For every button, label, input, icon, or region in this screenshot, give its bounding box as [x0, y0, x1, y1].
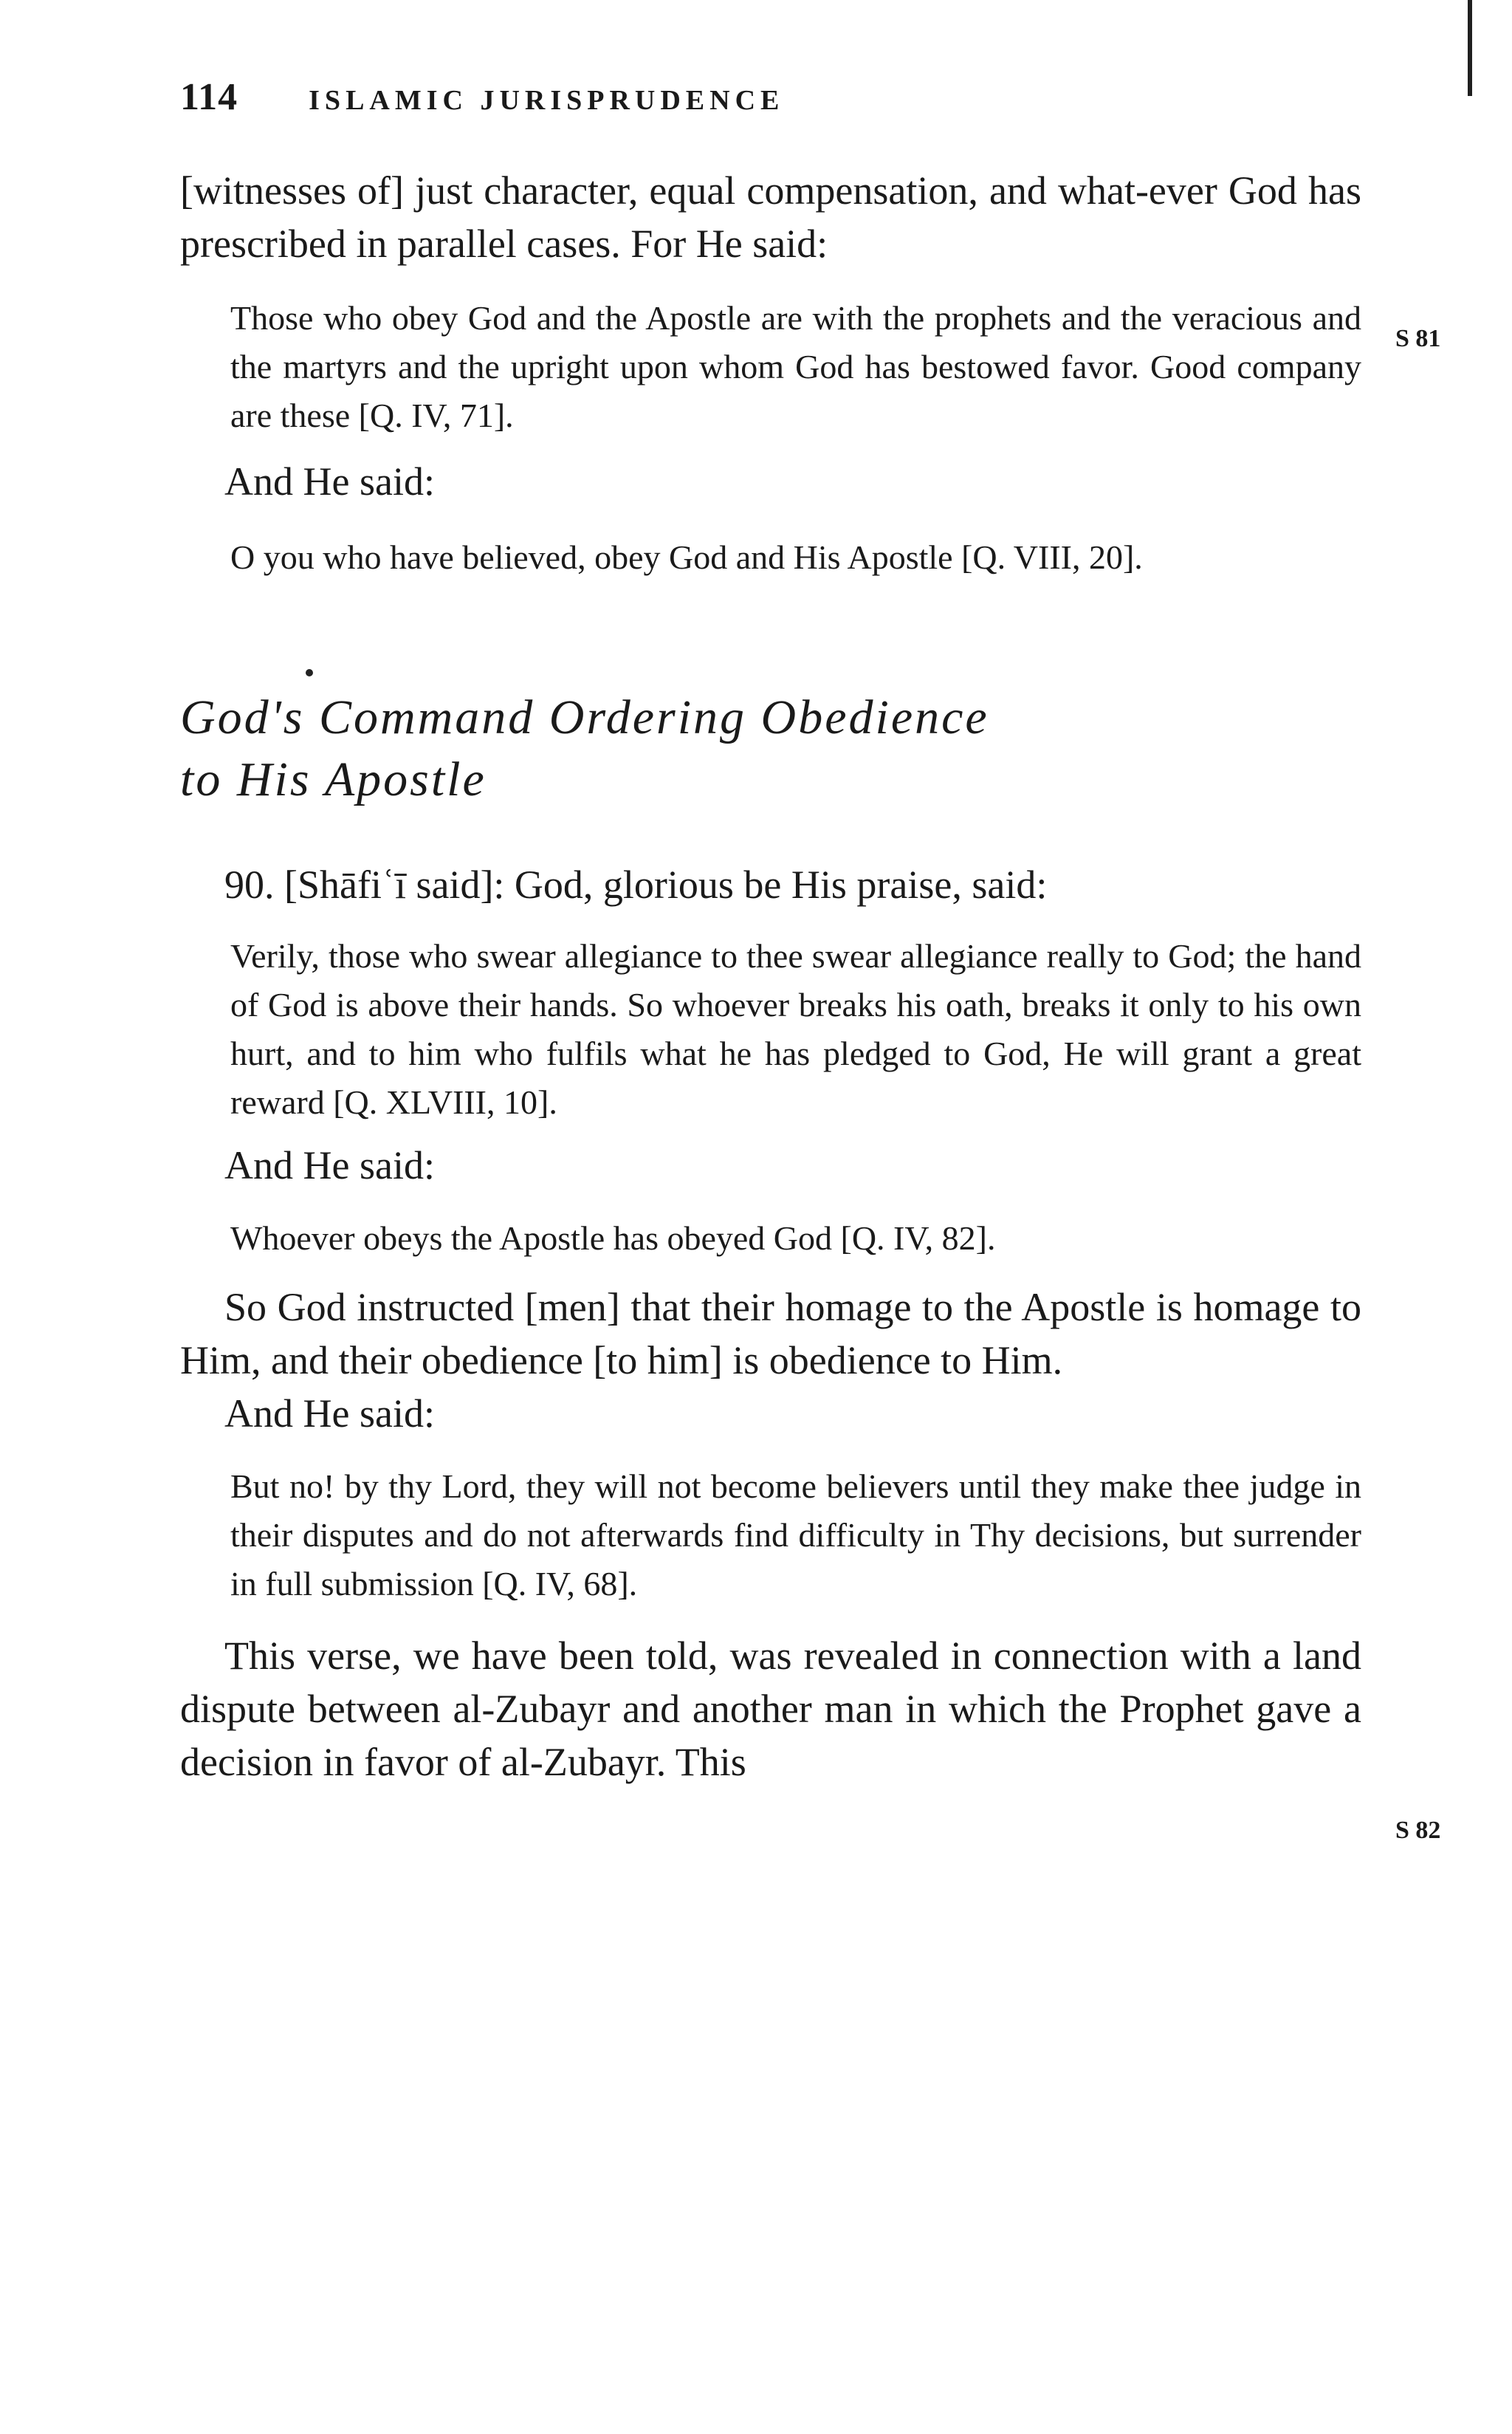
margin-note-s81: S 81 — [1395, 325, 1441, 352]
quote-q-iv-82: Whoever obeys the Apostle has obeyed God [Q. IV, 82]. — [230, 1219, 996, 1257]
and-he-said-2: And He said: — [224, 1143, 435, 1187]
and-he-said-1: And He said: — [224, 459, 435, 504]
paragraph-90: 90. [Shāfiʿī said]: God, glorious be His praise, said: — [224, 863, 1048, 907]
stray-dot — [306, 669, 313, 676]
margin-note-s82: S 82 — [1395, 1817, 1441, 1844]
paragraph-witnesses: [witnesses of] just character, equal compensation, and what-ever God has prescribed in parallel cases. For He said: — [180, 168, 1361, 266]
scan-edge-mark — [1468, 0, 1472, 96]
paragraph-zubayr: This verse, we have been told, was revealed in connection with a land dispute between al-Zubayr and another man in which the Prophet gave a decision in favor of al-Zubayr. This — [180, 1633, 1361, 1784]
quote-q-iv-68: But no! by thy Lord, they will not become believers until they make thee judge in their disputes and do not afterwards find difficulty in Thy decisions, but surrender in full submission [Q. IV, 68]. — [230, 1467, 1361, 1602]
section-heading — [180, 687, 1361, 811]
quote-q-iv-71: Those who obey God and the Apostle are with the prophets and the veracious and the martyrs and the upright upon whom God has bestowed favor. Good company are these [Q. IV, 71]. — [230, 299, 1361, 434]
heading-line-1: God's Command Ordering Obedience — [180, 690, 989, 744]
running-title: ISLAMIC JURISPRUDENCE — [309, 85, 785, 116]
page-number: 114 — [180, 76, 238, 118]
heading-line-2: to His Apostle — [180, 753, 487, 806]
paragraph-homage: So God instructed [men] that their homage to the Apostle is homage to Him, and their obedience [to him] is obedience to Him. — [180, 1285, 1361, 1382]
quote-q-viii-20: O you who have believed, obey God and His Apostle [Q. VIII, 20]. — [230, 538, 1143, 576]
and-he-said-3: And He said: — [224, 1391, 435, 1436]
page-body — [180, 164, 1361, 1789]
quote-q-xlviii-10: Verily, those who swear allegiance to thee swear allegiance really to God; the hand of God is above their hands. So whoever breaks his oath, breaks it only to his own hurt, and to him who fulfils what he has pledged to God, He will grant a great reward [Q. XLVIII, 10]. — [230, 937, 1361, 1121]
page-header — [180, 75, 784, 119]
